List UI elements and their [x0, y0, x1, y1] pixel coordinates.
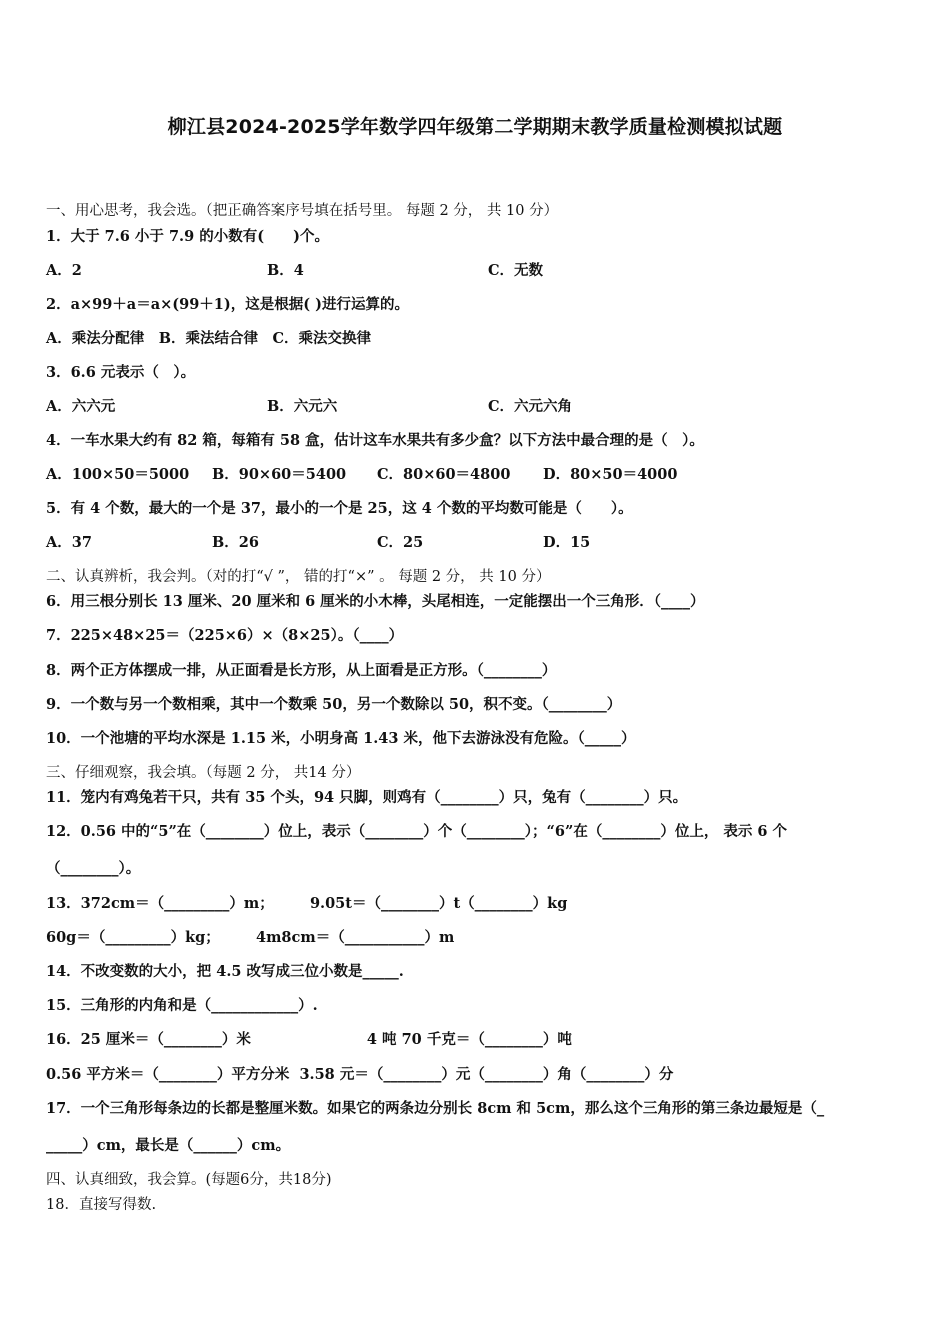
q5-option-d: D．15 [543, 534, 591, 551]
section-heading-4: 四、认真细致，我会算。(每题6分，共18分) [46, 1172, 332, 1188]
q5-option-c: C．25 [377, 534, 424, 551]
question-9: 9．一个数与另一个数相乘，其中一个数乘 50，另一个数除以 50，积不变。（________） [46, 696, 622, 713]
question-16-line-2: 0.56 平方米＝（________）平方分米 3.58 元＝（________）元（________）角（________）分 [46, 1066, 674, 1083]
question-5: 5．有 4 个数，最大的一个是 37，最小的一个是 25，这 4 个数的平均数可能是（ ）。 [46, 500, 633, 517]
question-17-line-1: 17．一个三角形每条边的长都是整厘米数。如果它的两条边分别长 8cm 和 5cm，那么这个三角形的第三条边最短是（_ [46, 1100, 825, 1117]
q3-option-c: C．六元六角 [488, 398, 573, 415]
section-heading-2: 二、认真辨析，我会判。（对的打“√ ”， 错的打“×” 。 每题 2 分， 共 10 分） [46, 569, 551, 585]
section-heading-3: 三、仔细观察，我会填。（每题 2 分， 共14 分） [46, 765, 361, 781]
question-10: 10．一个池塘的平均水深是 1.15 米，小明身高 1.43 米，他下去游泳没有危险。（_____） [46, 730, 636, 747]
q4-option-c: C．80×60＝4800 [377, 466, 511, 483]
question-11: 11．笼内有鸡兔若干只，共有 35 个头，94 只脚，则鸡有（________）只，兔有（________）只。 [46, 789, 688, 806]
question-7: 7．225×48×25＝（225×6）×（8×25）。（____） [46, 627, 404, 644]
question-17-line-2: _____）cm，最长是（______）cm。 [46, 1137, 291, 1154]
question-1: 1．大于 7.6 小于 7.9 的小数有( )个。 [46, 228, 329, 245]
page-title: 柳江县2024-2025学年数学四年级第二学期期末教学质量检测模拟试题 [167, 116, 783, 138]
section-heading-1: 一、用心思考，我会选。（把正确答案序号填在括号里。 每题 2 分， 共 10 分） [46, 203, 559, 219]
question-16-line-1: 16．25 厘米＝（________）米 4 吨 70 千克＝（________）吨 [46, 1031, 572, 1048]
question-6: 6．用三根分别长 13 厘米、20 厘米和 6 厘米的小木棒，头尾相连，一定能摆出一个三角形．（____） [46, 593, 705, 610]
question-3: 3．6.6 元表示（ ）。 [46, 364, 196, 381]
question-8: 8．两个正方体摆成一排，从正面看是长方形，从上面看是正方形。（________） [46, 662, 557, 679]
question-4: 4．一车水果大约有 82 箱，每箱有 58 盒，估计这车水果共有多少盒？以下方法中最合理的是（ ）。 [46, 432, 704, 449]
question-15: 15．三角形的内角和是（____________）. [46, 997, 318, 1014]
question-13-line-2: 60g＝（_________）kg； 4m8cm＝（___________）m [46, 929, 455, 946]
q4-option-d: D．80×50＝4000 [543, 466, 678, 483]
q5-option-a: A．37 [46, 534, 92, 551]
q2-options: A．乘法分配律 B．乘法结合律 C．乘法交换律 [46, 330, 372, 347]
question-13-line-1: 13．372cm＝（_________）m； 9.05t＝（________）t（________）kg [46, 895, 568, 912]
q4-option-b: B．90×60＝5400 [212, 466, 347, 483]
q5-option-b: B．26 [212, 534, 259, 551]
question-12-line-2: （________）。 [46, 860, 141, 877]
question-14: 14．不改变数的大小，把 4.5 改写成三位小数是_____. [46, 963, 404, 980]
q3-option-a: A．六六元 [46, 398, 116, 415]
q4-option-a: A．100×50＝5000 [46, 466, 190, 483]
q3-option-b: B．六元六 [267, 398, 338, 415]
q1-option-a: A．2 [46, 262, 82, 279]
q1-option-b: B．4 [267, 262, 304, 279]
question-18: 18．直接写得数. [46, 1197, 157, 1213]
q1-option-c: C．无数 [488, 262, 544, 279]
question-12-line-1: 12．0.56 中的“5”在（________）位上，表示（________）个（________）；“6”在（________）位上， 表示 6 个 [46, 823, 788, 840]
question-2: 2．a×99＋a＝a×(99＋1)，这是根据( )进行运算的。 [46, 296, 410, 313]
